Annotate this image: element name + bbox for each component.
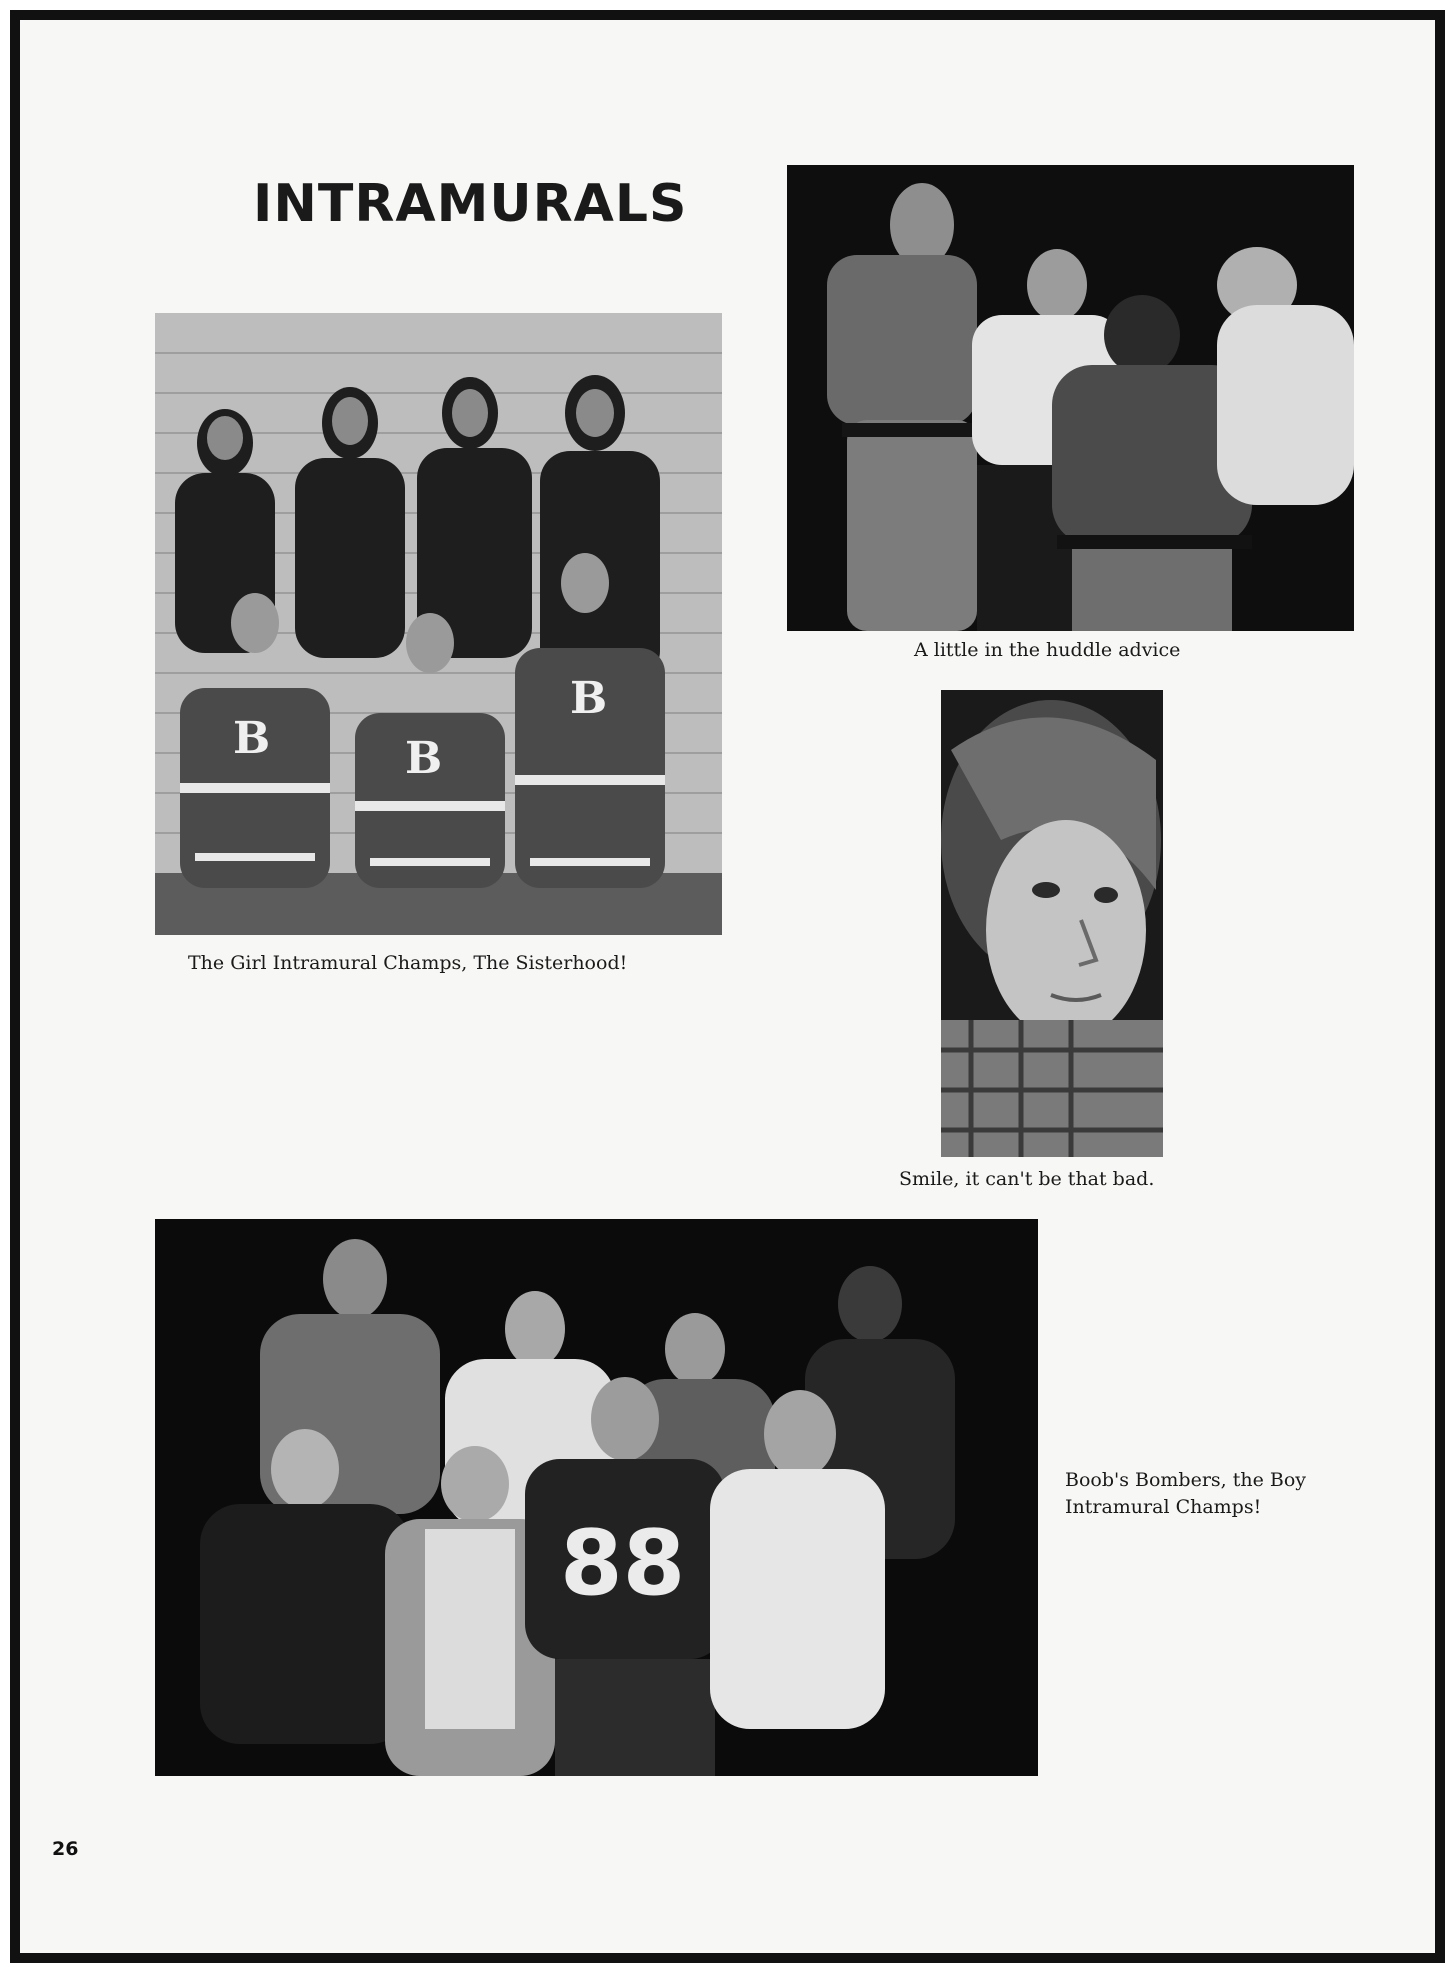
page-title: INTRAMURALS — [253, 174, 688, 234]
portrait-caption: Smile, it can't be that bad. — [899, 1168, 1155, 1190]
svg-text:B: B — [405, 733, 443, 784]
svg-text:B: B — [233, 713, 271, 764]
portrait-photo — [941, 690, 1163, 1157]
boy-champs-photo — [155, 1219, 1038, 1776]
girl-champs-caption: The Girl Intramural Champs, The Sisterhood! — [188, 952, 628, 974]
boy-champs-caption-line-2: Intramural Champs! — [1065, 1495, 1262, 1518]
huddle-caption: A little in the huddle advice — [914, 639, 1181, 661]
jersey-number: 88 — [560, 1511, 686, 1616]
boy-champs-caption-line-1: Boob's Bombers, the Boy — [1065, 1469, 1307, 1491]
huddle-photo — [787, 165, 1354, 631]
page-number: 26 — [52, 1838, 79, 1860]
girl-champs-photo — [155, 313, 722, 935]
boy-champs-caption — [1065, 1467, 1306, 1520]
svg-text:B: B — [570, 673, 608, 724]
